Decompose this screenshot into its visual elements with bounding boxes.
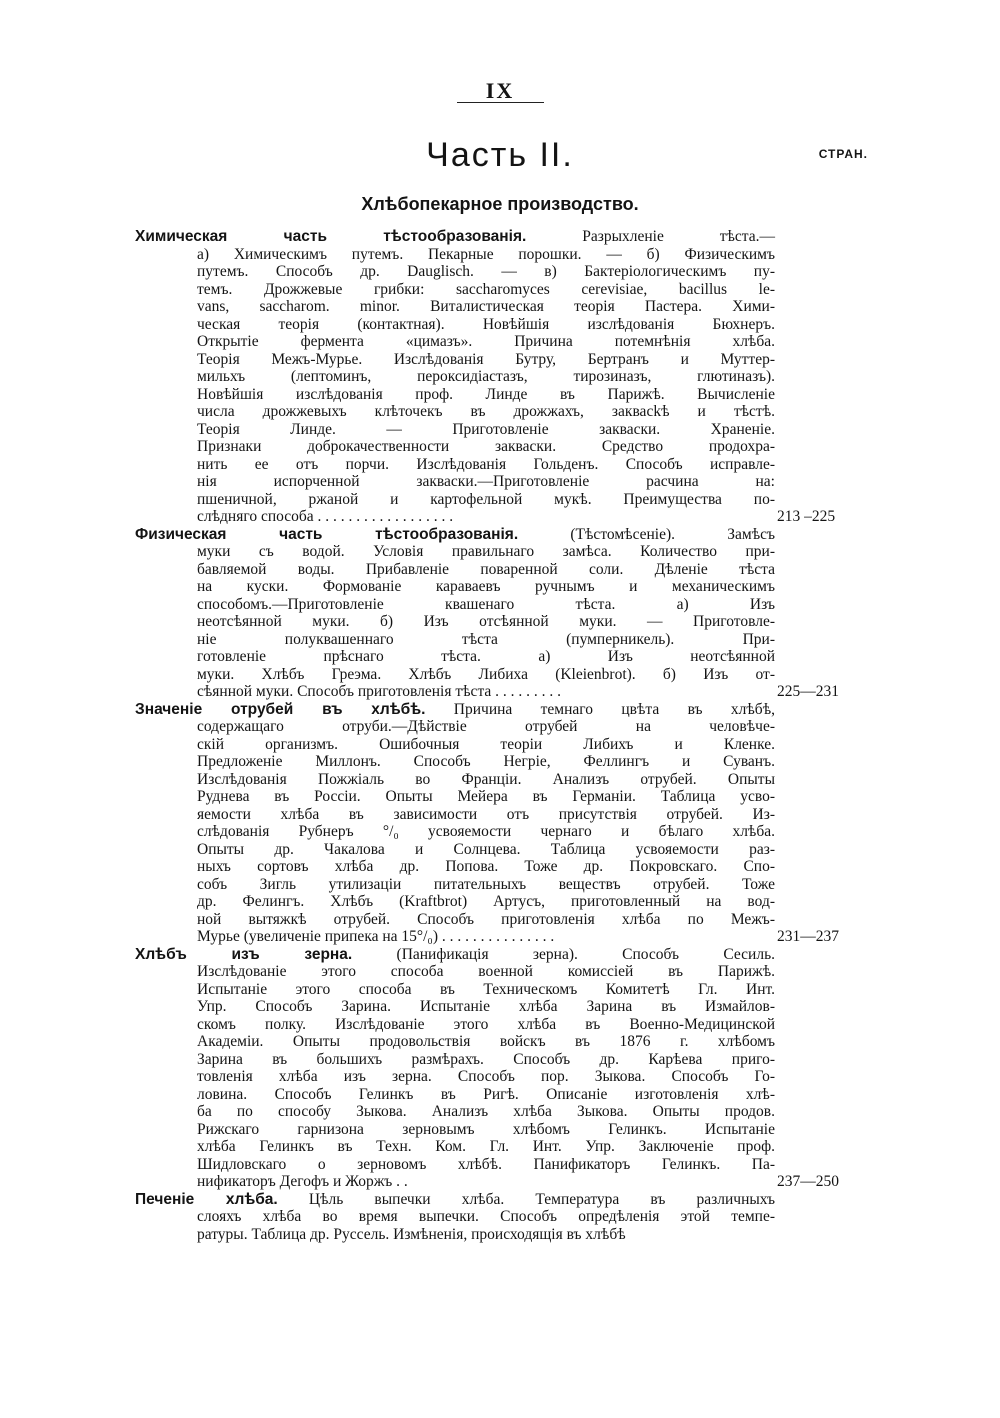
toc-entry-text: числа дрожжевыхъ клѣточекъ въ дрожжахъ, заквасkѣ и тѣстѣ. [197, 403, 775, 420]
toc-entry-line [135, 1156, 775, 1174]
toc-entry-line [135, 911, 775, 929]
toc-entry-pages: 225—231 [777, 683, 839, 700]
toc-entry-text: Открытіе фермента «цимазъ». Причина потемнѣнія хлѣба. [197, 333, 775, 350]
toc-entry-text: способомъ.—Приготовленіе квашенаго тѣста. а) Изъ [197, 595, 775, 613]
toc-entry [135, 946, 855, 1191]
toc-entry-line [135, 998, 775, 1016]
toc-entry-text: на куски. Формованіе караваевъ ручнымъ и механическимъ [197, 578, 775, 595]
toc-entry-text: нификаторъ Дегофъ и Жоржъ . . [197, 1173, 408, 1190]
toc-entry-line [135, 771, 775, 789]
toc-entry-line [135, 421, 775, 439]
toc-entry-line [135, 1173, 825, 1191]
toc-entry-text: Причина темнаго цвѣта въ хлѣбѣ, [453, 700, 775, 718]
toc-entry-text: бавляемой воды. Прибавленіе поваренной соли. Дѣленіе тѣста [197, 560, 775, 578]
toc-entry-text: а) Химическимъ путемъ. Пекарные порошки. — б) Физическимъ [197, 245, 775, 263]
toc-entry-line [135, 1121, 775, 1139]
toc-entry-text: слѣдняго способа . . . . . . . . . . . . . . . . . . [197, 508, 454, 525]
toc-entry-text: Руднева въ Россіи. Опыты Мейера въ Германіи. Таблица усво- [197, 788, 775, 805]
toc-entry-line [135, 1068, 775, 1086]
toc-entry-text: собъ Зигль утилизаціи питательныхъ веществъ отрубей. Тоже [197, 875, 775, 893]
toc-entry-line [135, 246, 775, 264]
toc-entry-text: vans, saccharom. minor. Виталистическая теорія Пастера. Хими- [197, 298, 775, 315]
toc-entry-text: Упр. Способъ Зарина. Испытаніе хлѣба Зарина въ Измайлов- [197, 998, 775, 1015]
toc-entry-pages: 213 –225 [777, 508, 836, 525]
toc-entry-text: Теорія Межъ-Мурье. Изслѣдованія Бутру, Бертранъ и Муттер- [197, 350, 775, 368]
toc-entry-line [135, 666, 775, 684]
toc-entry-heading: Химическая часть тѣстообразованія. [135, 228, 527, 245]
toc-entry-text: скомъ полку. Изслѣдованіе этого хлѣба въ Военно-Медицинской [197, 1015, 775, 1033]
toc-entry-text: слѣдованія Рубнеръ °/₀ усвояемости чернаго и бѣлаго хлѣба. [197, 823, 775, 840]
toc-entry [135, 701, 855, 946]
toc-entry-line [135, 263, 775, 281]
toc-entry-text: др. Фелингъ. Хлѣбъ (Kraftbrot) Артусъ, приготовленный на вод- [197, 893, 775, 910]
toc-entry-line [135, 456, 775, 474]
toc-entry-line [135, 596, 775, 614]
toc-entry-text: пшеничной, ржаной и картофельной мукѣ. Преимущества по- [197, 490, 775, 508]
toc-entry-text: Опыты др. Чакалова и Солнцева. Таблица усвояемости раз- [197, 840, 775, 858]
section-title: Хлѣбопекарное производство. [361, 194, 639, 214]
toc-entry-line [135, 858, 775, 876]
toc-entry-text: нія испорченной закваски.—Приготовленіе расчина на: [197, 473, 775, 490]
toc-entry-text: Академіи. Опыты продовольствія войскъ въ 1876 г. хлѣбомъ [197, 1033, 775, 1050]
toc-entry [135, 228, 855, 526]
toc-entry [135, 526, 855, 701]
toc-entry-text: Испытаніе этого способа въ Техническомъ Комитетѣ Гл. Инт. [197, 980, 775, 998]
toc-entry-line [135, 1138, 775, 1156]
toc-entry-line [135, 683, 825, 701]
toc-entry-text: путемъ. Способъ др. Dauglisch. — в) Бактеріологическимъ пу- [197, 263, 775, 280]
toc-entry-line [135, 718, 775, 736]
toc-entry-line [135, 351, 775, 369]
toc-entry-first-line [135, 946, 775, 964]
toc-entry-line [135, 578, 775, 596]
toc-entry-line [135, 1103, 775, 1121]
toc-entry-text: слояхъ хлѣба во время выпечки. Способъ опредѣленія этой темпе- [197, 1208, 775, 1225]
toc-entry-line [135, 333, 775, 351]
toc-entry-line [135, 631, 775, 649]
toc-entry-line [135, 613, 775, 631]
toc-entry-text: неотсѣянной муки. б) Изъ отсѣянной муки. — Приготовле- [197, 613, 775, 630]
toc-entry-line [135, 508, 825, 526]
pages-column-label: СТРАН. [818, 147, 868, 161]
page-number-rule [457, 102, 544, 103]
toc-entry-text: ческая теорія (контактная). Новѣйшія изслѣдованія Бюхнеръ. [197, 315, 775, 333]
toc-entry-line [135, 823, 775, 841]
toc-entry-line [135, 491, 775, 509]
toc-entry-heading: Значеніе отрубей въ хлѣбѣ. [135, 700, 426, 718]
toc-entry-heading: Печеніе хлѣба. [135, 1190, 278, 1208]
toc-entry-text: Признаки доброкачественности закваски. Средство продохра- [197, 438, 775, 455]
toc-entry-line [135, 736, 775, 754]
toc-entry-text: Изслѣдованіе этого способа военной комиссіей въ Парижѣ. [197, 963, 775, 980]
toc-entry-line [135, 543, 775, 561]
toc-entry-line [135, 841, 775, 859]
toc-entry-text: муки. Хлѣбъ Греэма. Хлѣбъ Либиха (Kleienbrot). б) Изъ от- [197, 665, 775, 683]
toc-entry-line [135, 438, 775, 456]
toc-entry-text: яемости хлѣба въ зависимости отъ присутствія отрубей. Из- [197, 805, 775, 823]
toc-entry-text: ба по способу Зыкова. Анализъ хлѣба Зыкова. Опыты продов. [197, 1103, 775, 1120]
toc-entry-heading: Физическая часть тѣстообразованія. [135, 525, 519, 543]
toc-entry-text: Предложеніе Миллонъ. Способъ Негріе, Феллингъ и Суванъ. [197, 753, 775, 770]
toc-entry-heading: Хлѣбъ изъ зерна. [135, 945, 353, 963]
toc-entry-text: Разрыхленіе тѣста.— [582, 228, 775, 245]
toc-entry-first-line [135, 1191, 775, 1209]
toc-entry-first-line [135, 701, 775, 719]
toc-entry-text: ловина. Способъ Гелинкъ въ Ригѣ. Описаніе изготовленія хлѣ- [197, 1085, 775, 1103]
toc-entry-line [135, 753, 775, 771]
toc-entry-line [135, 1033, 775, 1051]
toc-entry-text: товленія хлѣба изъ зерна. Способъ пор. Зыкова. Способъ Го- [197, 1068, 775, 1085]
toc-entry-line [135, 928, 825, 946]
toc-entry-line [135, 981, 775, 999]
toc-entry-line [135, 368, 775, 386]
toc-entry-text: Изслѣдованія Пожжіаль во Франціи. Анализъ отрубей. Опыты [197, 770, 775, 788]
toc-entry-text: сѣянной муки. Способъ приготовленія тѣста . . . . . . . . . [197, 683, 562, 700]
toc-entry-line [135, 876, 775, 894]
toc-entry-text: Новѣйшія изслѣдованія проф. Линде въ Парижѣ. Вычисленіе [197, 385, 775, 403]
toc-entry-pages: 231—237 [777, 928, 839, 945]
toc-entry-text: ніе полуквашеннаго тѣста (пумперникель). При- [197, 630, 775, 648]
toc-entry-line [135, 648, 775, 666]
toc-entry-line [135, 298, 775, 316]
toc-entry-text: ратуры. Таблица др. Руссель. Измѣненія, происходящія въ хлѣбѣ [197, 1225, 626, 1243]
toc-entry-line [135, 893, 775, 911]
toc-entry-text: Теорія Линде. — Приготовленіе закваски. Храненіе. [197, 420, 775, 438]
toc-entry-text: Рижскаго гарнизона зерновымъ хлѣбомъ Гелинкъ. Испытаніе [197, 1120, 775, 1138]
toc-entry-line [135, 963, 775, 981]
page-number: IX [485, 78, 515, 103]
toc-entry-line [135, 1051, 775, 1069]
table-of-contents [135, 228, 855, 1243]
toc-entry-text: готовленіе прѣснаго тѣста. а) Изъ неотсѣянной [197, 648, 775, 665]
toc-entry-text: Мурье (увеличеніе припека на 15°/₀) . . . . . . . . . . . . . . . [197, 928, 555, 945]
toc-entry-text: нить ее отъ порчи. Изслѣдованія Гольденъ. Способъ исправле- [197, 455, 775, 473]
toc-entry-text: ной вытяжкѣ отрубей. Способъ приготовленія хлѣба по Межъ- [197, 910, 775, 928]
toc-entry-text: мильхъ (лептоминъ, пероксидіастазъ, тирозиназъ, глютиназъ). [197, 368, 775, 385]
toc-entry-text: (Тѣстомѣсеніе). Замѣсъ [570, 525, 776, 543]
toc-entry-text: темъ. Дрожжевые грибки: saccharomyces cerevisiae, bacillus le- [197, 280, 775, 298]
toc-entry-line [135, 1086, 775, 1104]
toc-entry-text: Зарина въ большихъ размѣрахъ. Способъ др. Карѣева приго- [197, 1050, 775, 1068]
toc-entry-text: Шидловскаго о зерновомъ хлѣбѣ. Панификаторъ Гелинкъ. Па- [197, 1155, 775, 1173]
toc-entry-text: муки съ водой. Условія правильнаго замѣса. Количество при- [197, 543, 775, 560]
toc-entry-line [135, 806, 775, 824]
toc-entry-line [135, 788, 775, 806]
toc-entry-pages: 237—250 [777, 1173, 839, 1190]
toc-entry-line [135, 1016, 775, 1034]
toc-entry-text: скій организмъ. Ошибочныя теоріи Либихъ и Кленке. [197, 735, 775, 753]
toc-entry-line [135, 281, 775, 299]
toc-entry-line [135, 561, 775, 579]
toc-entry-line [135, 1208, 775, 1226]
toc-entry-text: Цѣль выпечки хлѣба. Температура въ различныхъ [308, 1190, 775, 1208]
toc-entry-line [135, 473, 775, 491]
toc-entry [135, 1191, 855, 1244]
toc-entry-first-line [135, 228, 775, 246]
toc-entry-line [135, 316, 775, 334]
part-title: Часть II. [426, 136, 574, 174]
toc-entry-text: (Панификація зерна). Способъ Сесиль. [396, 945, 776, 963]
toc-entry-text: ныхъ сортовъ хлѣба др. Попова. Тоже др. Покровскаго. Спо- [197, 858, 775, 875]
toc-entry-line [135, 1226, 855, 1244]
toc-entry-first-line [135, 526, 775, 544]
toc-entry-line [135, 386, 775, 404]
toc-entry-line [135, 403, 775, 421]
toc-entry-text: хлѣба Гелинкъ въ Техн. Ком. Гл. Инт. Упр. Заключеніе проф. [197, 1138, 775, 1155]
toc-entry-text: содержащаго отруби.—Дѣйствіе отрубей на человѣче- [197, 718, 775, 735]
